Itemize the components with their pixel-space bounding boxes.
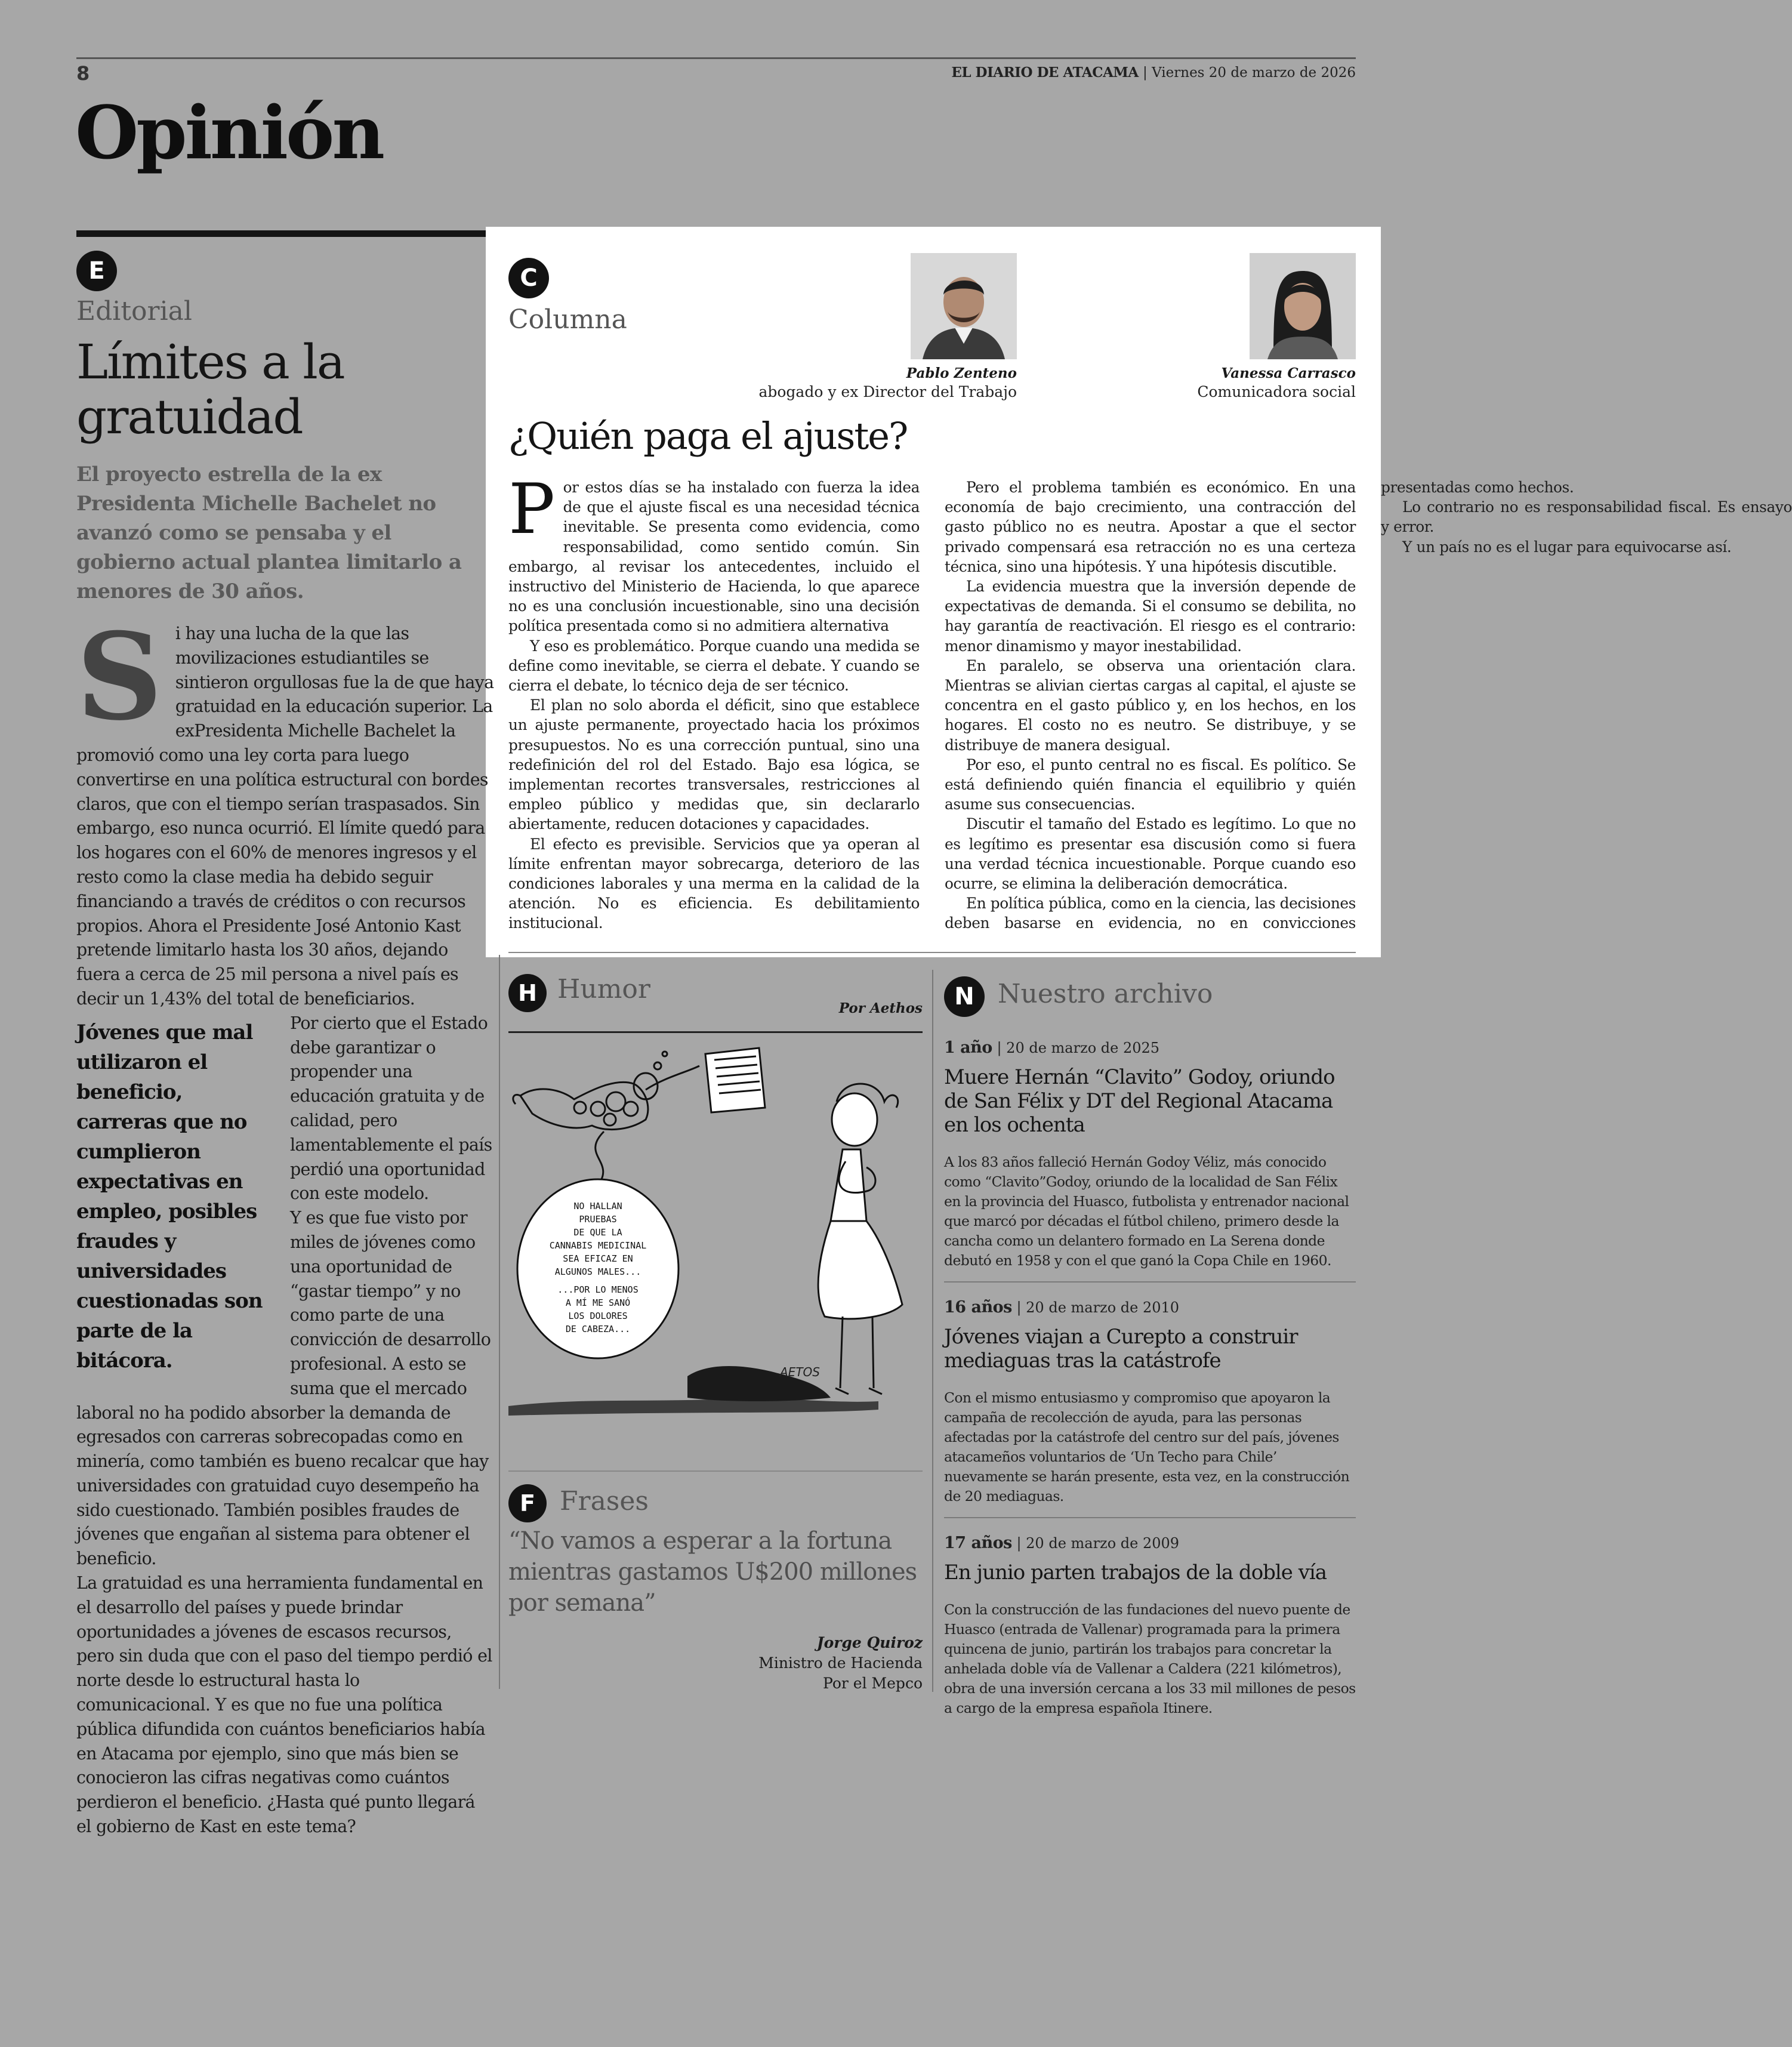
- column-paragraph: El plan no solo aborda el déficit, sino que establece un ajuste permanente, proyectado hacia los próximos presupuestos. No es una corrección puntual, sino una redefinición del rol del Estado. Bajo esa lógica, se implementan recortes transversales, restricciones al empleo público y medidas que, sin declararlo abiertamente, reducen dotaciones y capacidades.: [508, 696, 920, 833]
- editorial-paragraph: [76, 1012, 494, 1373]
- author-1-role: abogado y ex Director del Trabajo: [758, 383, 1017, 400]
- column-paragraph: El efecto es previsible. Servicios que ya operan al límite enfrentan mayor sobrecarga, deterioro de las condiciones laborales y una merma en la calidad de la atención. No es eficiencia. Es debilitamiento institucional.: [508, 835, 920, 932]
- column-label: Columna: [508, 304, 627, 335]
- editorial-paragraph: Y es que fue visto por miles de jóvenes como una oportunidad de “gastar tiempo” y no como parte de una convicción de desarrollo profesional. A esto se suma que el mercado laboral no ha podido absorber la demanda de egresados con carreras sobrecopadas como en minería, como también es bueno recalcar que hay universidades con gratuidad cuyo desempeño ha sido cuestionado. También posibles fraudes de jóvenes que engañan al sistema para obtener el beneficio.: [76, 1208, 491, 1569]
- bubble-line: LOS DOLORES: [568, 1311, 628, 1321]
- archive-text: A los 83 años falleció Hernán Godoy Véliz, más conocido como “Clavito”Godoy, oriundo de la localidad de San Félix en la provincia del Huasco, futbolista y entrenador nacional que marcó por décadas el fútbol chileno, primero desde la cancha como un delantero formado en La Serena donde debutó en 1958 y con el que ganó la Copa Chile en 1960.: [944, 1154, 1349, 1269]
- archive-label: Nuestro archivo: [998, 979, 1213, 1009]
- column-dropcap: P: [508, 469, 555, 550]
- issue-date: Viernes 20 de marzo de 2026: [1152, 65, 1356, 81]
- archive-badge: N: [944, 976, 985, 1017]
- section-title: Opinión: [75, 90, 383, 175]
- archive-years: 1 año: [944, 1038, 992, 1057]
- column-paragraph: [508, 469, 920, 636]
- frases-label: Frases: [560, 1486, 649, 1516]
- archive-title: Muere Hernán “Clavito” Godoy, oriundo de San Félix y DT del Regional Atacama en los ochenta: [944, 1065, 1335, 1137]
- editorial-headline: [76, 335, 494, 445]
- bubble-line: ...POR LO MENOS: [557, 1284, 639, 1295]
- bubble-line: ALGUNOS MALES...: [554, 1266, 641, 1277]
- editorial-paragraph-text: Por cierto que el Estado debe garantizar o propender una educación gratuita y de calidad, pero lamentablemente el país perdió una oportunidad con este modelo.: [290, 1013, 492, 1204]
- newspaper-name: EL DIARIO DE ATACAMA: [951, 64, 1139, 81]
- column-paragraph: En política pública, como en la ciencia, las decisiones deben basarse en evidencia, no en convicciones presentadas como hechos.: [945, 479, 1574, 932]
- frases-author-role: Ministro de Hacienda: [758, 1654, 923, 1672]
- archive-years: 16 años: [944, 1298, 1012, 1317]
- humor-badge: H: [508, 974, 547, 1012]
- archive-meta: 17 años | 20 de marzo de 2009: [944, 1534, 1180, 1552]
- author-photo-2: [1250, 253, 1356, 359]
- humor-label: Humor: [557, 974, 650, 1004]
- humor-bottom-rule: [508, 1470, 923, 1472]
- bubble-line: DE QUE LA: [573, 1227, 622, 1238]
- column-paragraph: Lo contrario no es responsabilidad fiscal. Es ensayo y error.: [1381, 498, 1792, 536]
- top-rule: [76, 57, 1356, 59]
- frases-quote: “No vamos a esperar a la fortuna mientras gastamos U$200 millones por semana”: [508, 1527, 917, 1617]
- archive-meta: 16 años | 20 de marzo de 2010: [944, 1298, 1180, 1317]
- archive-item: [944, 1534, 1356, 1729]
- archive-date: 20 de marzo de 2025: [1006, 1040, 1160, 1056]
- editorial-badge: E: [76, 251, 117, 291]
- column-paragraph: Discutir el tamaño del Estado es legítimo. Lo que no es legítimo es presentar esa discusión como si fuera una verdad técnica incuestionable. Porque cuando eso ocurre, se elimina la deliberación democrática.: [945, 815, 1356, 893]
- column-paragraph: Y un país no es el lugar para equivocarse así.: [1402, 538, 1732, 556]
- archive-title: Jóvenes viajan a Curepto a construir mediaguas tras la catástrofe: [944, 1325, 1298, 1373]
- masthead: EL DIARIO DE ATACAMA | Viernes 20 de marzo de 2026: [951, 64, 1356, 81]
- archive-meta: 1 año | 20 de marzo de 2025: [944, 1038, 1160, 1057]
- frases-badge: F: [508, 1484, 547, 1522]
- author-1-name: Pablo Zenteno: [906, 365, 1017, 381]
- column-badge: C: [508, 258, 549, 298]
- author-photo-1: [911, 253, 1017, 359]
- editorial-pull-quote: Jóvenes que mal utilizaron el beneficio, carreras que no cumplieron expectativas en empleo, posibles fraudes y universidades cuestionadas son parte de la bitácora.: [76, 1020, 263, 1373]
- bubble-line: PRUEBAS: [579, 1214, 617, 1225]
- archive-title: En junio parten trabajos de la doble vía: [944, 1561, 1327, 1584]
- column-paragraph: Y eso es problemático. Porque cuando una medida se define como inevitable, se cierra el debate. Y cuando se cierra el debate, lo técnico deja de ser técnico.: [508, 637, 920, 695]
- column-bottom-rule: [508, 952, 1356, 953]
- archive-list: [944, 1038, 1356, 1744]
- bubble-line: A MÍ ME SANÓ: [565, 1297, 631, 1308]
- bubble-line: SEA EFICAZ EN: [563, 1253, 633, 1264]
- editorial-paragraph-text: i hay una lucha de la que las movilizaciones estudiantiles se sintieron orgullosas fue la de que haya gratuidad en la educación superior. La exPresidenta Michelle Bachelet la promovió como una ley corta para luego convertirse en una política estructural con bordes claros, que con el tiempo serían traspasados. Sin embargo, eso nunca ocurrió. El límite quedó para los hogares con el 60% de menores ingresos y el resto como la clase media ha debido seguir financiando a través de créditos o con recursos propios. Ahora el Presidente José Antonio Kast pretende limitarlo hasta los 30 años, dejando fuera a cerca de 25 mil persona a nivel país es decir un 1,43% del total de beneficiarios.: [76, 624, 494, 1009]
- archive-text: Con la construcción de las fundaciones del nuevo puente de Huasco (entrada de Vallenar) programada para la primera quincena de junio, partirán los trabajos para concretar la anhelada doble vía de Vallenar a Caldera (221 kilómetros), obra de una inversión cercana a los 33 mil millones de pesos a cargo de la empresa española Itinere.: [944, 1601, 1356, 1716]
- frases-author-name: Jorge Quiroz: [816, 1634, 923, 1651]
- column-paragraph: En paralelo, se observa una orientación clara. Mientras se alivian ciertas cargas al capital, el ajuste se concentra en el gasto público y, en los hechos, en los hogares. El costo no es neutro. Se distribuye, y se distribuye de manera desigual.: [945, 656, 1356, 754]
- author-2-name: Vanessa Carrasco: [1221, 365, 1356, 381]
- bubble-line: DE CABEZA...: [565, 1324, 631, 1334]
- page-number: 8: [76, 62, 90, 85]
- column-paragraph: Pero el problema también es económico. En una economía de bajo crecimiento, una contracción del gasto público no es neutra. Apostar a que el sector privado compensará esa retracción no es una certeza técnica, sino una hipótesis. Y una hipótesis discutible.: [945, 479, 1356, 575]
- editorial-dropcap: S: [76, 607, 162, 747]
- column-paragraph: La evidencia muestra que la inversión depende de expectativas de demanda. Si el consumo se debilita, no hay garantía de reactivación. El riesgo es el contrario: menor dinamismo y mayor inestabilidad.: [945, 578, 1356, 655]
- archive-date: 20 de marzo de 2010: [1026, 1299, 1180, 1316]
- frases-source: Por el Mepco: [823, 1675, 923, 1692]
- author-2-role: Comunicadora social: [1197, 383, 1356, 400]
- editorial-paragraph: [76, 607, 494, 1012]
- archive-item: [944, 1038, 1356, 1283]
- column-divider: [932, 970, 933, 1692]
- archive-item: [944, 1298, 1356, 1518]
- archive-text: Con el mismo entusiasmo y compromiso que apoyaron la campaña de recolección de ayuda, para las personas afectadas por la catástrofe del centro sur del país, jóvenes atacameños voluntarios de ‘Un Techo para Chile’ nuevamente se harán presente, esta vez, en la construcción de 20 mediaguas.: [944, 1389, 1350, 1505]
- archive-date: 20 de marzo de 2009: [1026, 1535, 1180, 1552]
- editorial-paragraph: La gratuidad es una herramienta fundamental en el desarrollo del países y puede brindar oportunidades a jóvenes de escasos recursos, pero sin duda que con el paso del tiempo perdió el norte desde lo estructural hasta lo comunicacional. Y es que no fue una política pública difundida con cuántos beneficiarios había en Atacama por ejemplo, sino que más bien se conocieron las cifras negativas como cuántos perdieron el beneficio. ¿Hasta qué punto llegará el gobierno de Kast en este tema?: [76, 1573, 492, 1837]
- column-divider: [499, 955, 500, 1689]
- archive-years: 17 años: [944, 1534, 1012, 1552]
- editorial-headline-line: gratuidad: [76, 389, 303, 445]
- cartoon-signature: AETOS: [780, 1365, 820, 1379]
- editorial-label: Editorial: [76, 296, 192, 326]
- editorial-lead: El proyecto estrella de la ex Presidenta Michelle Bachelet no avanzó como se pensaba y el gobierno actual plantea limitarlo a menores de 30 años.: [76, 463, 462, 603]
- editorial-section: [76, 251, 494, 1839]
- humor-cartoon: [508, 1042, 923, 1436]
- column-headline: ¿Quién paga el ajuste?: [508, 414, 908, 458]
- bubble-line: NO HALLAN: [573, 1201, 622, 1211]
- column-paragraph-text: or estos días se ha instalado con fuerza la idea de que el ajuste fiscal es una necesidad técnica inevitable. Se presenta como evidencia, como responsabilidad, como sentido común. Sin embargo, al revisar los antecedentes, incluido el instructivo del Ministerio de Hacienda, lo que aparece no es una conclusión incuestionable, sino una decisión política presentada como si no admitiera alternativa: [508, 479, 920, 635]
- column-body: [508, 469, 1792, 943]
- bubble-line: CANNABIS MEDICINAL: [549, 1240, 647, 1251]
- editorial-headline-line: Límites a la: [76, 334, 344, 390]
- column-paragraph: Por eso, el punto central no es fiscal. Es político. Se está definiendo quién financia el equilibrio y quién asume sus consecuencias.: [945, 756, 1356, 813]
- humor-rule: [508, 1031, 923, 1033]
- humor-credit: Por Aethos: [838, 1000, 923, 1016]
